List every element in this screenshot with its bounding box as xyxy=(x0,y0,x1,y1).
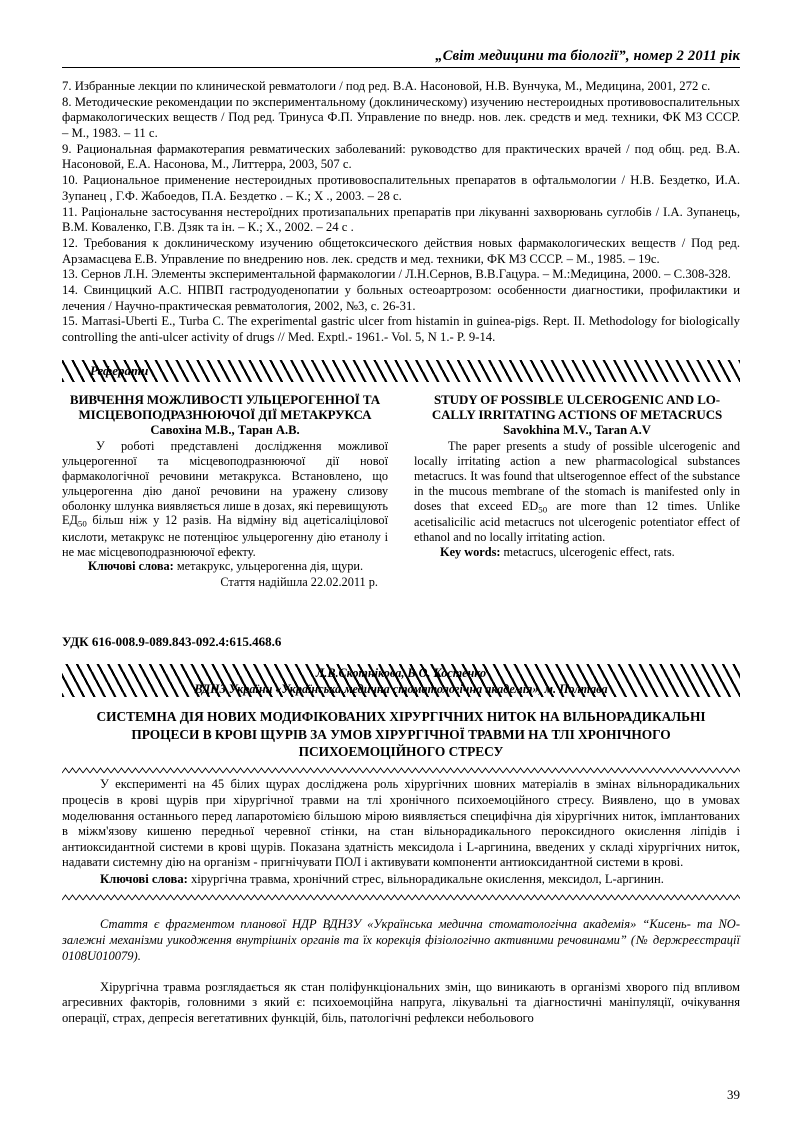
article-keywords xyxy=(62,872,740,888)
reference-item: 8. Методические рекомендации по экспериментальному (доклиническому) изучению нестероидных противовоспалительных фармакологических веществ / Под ред. Тринуса Ф.П. Управление по внедр. нов. лек. средств и мед. техники, ФК МЗ СССР. – М., 1983. – 11 с. xyxy=(62,94,740,141)
running-head: „Світ медицини та біології”, номер 2 2011 рік xyxy=(435,48,740,64)
reference-list xyxy=(62,79,740,346)
article-summary: У експерименті на 45 білих щурах досліджена роль хірургічних шовних матеріалів в змінах вільнорадикальних процесів в крові щурів при хірургічної травми на тлі хронічного психоемоційного стресу. Виявлено, що в умовах моделювання останнього перед лапаротомією більшою мірою виявляється специфічна дія хірургічних ниток, імплантованих в міжм'язову кишеню передньої черевної стінки, на стан вільнорадикального пероксидного окислення ліпідів і антиоксидантной системи в крові щурів. Показана здатність мексидола і L-аргинина, введених у складі хірургічних ниток, надавати системну дію на організм - пригнічувати ПОЛ і активувати компоненти антиоксидантной системи в крові. xyxy=(62,777,740,870)
abstract-en-body-part2: are more than 12 times. Unlike acetisalicilic acid metacrucs not ulcerogenic potentiator effect of ethanol and no locally irritating action. xyxy=(414,498,740,544)
abstract-en-keywords-value: metacrucs, ulcerogenic effect, rats. xyxy=(500,544,675,559)
abstract-columns xyxy=(62,392,740,590)
article-authors: Л.В.Скотнікова, В.О. Костенко xyxy=(315,666,487,681)
article-authors-band xyxy=(62,664,740,697)
article-title: СИСТЕМНА ДІЯ НОВИХ МОДИФІКОВАНИХ ХІРУРГІЧНИХ НИТОК НА ВІЛЬНОРАДИКАЛЬНІ ПРОЦЕСИ В КРОВІ ЩУРІВ ЗА УМОВ ХІРУРГІЧНОЇ ТРАВМИ НА ТЛІ ХРОНІЧНОГО ПСИХОЕМОЦІЙНОГО СТРЕСУ xyxy=(96,709,706,759)
abstract-uk-ed50-subscript: 50 xyxy=(77,518,87,529)
article-keywords-label: Ключові слова: xyxy=(100,871,188,886)
abstract-english xyxy=(414,392,740,590)
submitted-date: Стаття надійшла 22.02.2011 р. xyxy=(220,575,378,590)
abstract-uk-keywords-label: Ключові слова: xyxy=(88,559,174,574)
abstracts-section-band xyxy=(62,360,740,382)
article-body-intro: Хірургічна травма розглядається як стан поліфункціональних змін, що виникають в організмі хворого під впливом агресивних факторів, головними з який є: психоемоційна напруга, лікувальні та діагностичні маніпуляції, очікування операції, страх, депресія вегетативних функцій, біль, патологічні рефлекси небольового xyxy=(62,979,740,1025)
abstract-ukrainian xyxy=(62,392,388,590)
wavy-rule-top xyxy=(62,767,740,774)
udc-code: УДК 616-008.9-089.843-092.4:615.468.6 xyxy=(62,634,282,650)
reference-item: 15. Marrasi-Uberti E., Turba C. The experimental gastric ulcer from histamin in guinea-pigs. Rept. II. Methodology for biologically controlling the anti-ulcer activity of drugs // Med. Exptl.- 1961.- Vol. 5, N 1.- P. 9-14. xyxy=(62,314,740,344)
reference-item: 12. Требования к доклиническому изучению общетоксического действия новых фармакологических веществ / Под ред. Арзамасцева Е.В. Управление по внедрению нов. лек. средств и мед. техники, ФК МЗ СССР. – М., 1985. – 19с. xyxy=(62,235,740,266)
reference-item: 9. Рациональная фармакотерапия ревматических заболеваний: руководство для практических врачей / под общ. ред. В.А. Насоновой, Е.А. Насонова, М., Литтерра, 2003, 507 с. xyxy=(62,141,740,172)
abstract-uk-authors: Савохіна М.В., Таран А.В. xyxy=(150,422,300,437)
reference-item: 11. Раціональне застосування нестероїдних протизапальних препаратів при лікуванні захворювань суглобів / І.А. Зупанець, В.М. Коваленко, Г.В. Дзяк та ін. – К.; Х., 2002. – 24 с . xyxy=(62,204,740,235)
running-head-rule xyxy=(62,67,740,68)
abstract-uk-keywords xyxy=(62,559,388,574)
reference-item: 14. Свинцицкий А.С. НПВП гастродуоденопатии у больных остеоартрозом: особенности диагностики, профилактики и лечения / Научно-практическая ревматология, 2002, №3, с. 26-31. xyxy=(62,282,740,313)
abstract-en-ed50-subscript: 50 xyxy=(538,504,548,515)
abstracts-section-label: Реферати xyxy=(90,362,149,378)
wavy-rule-bottom xyxy=(62,894,740,901)
abstract-en-title: STUDY OF POSSIBLE ULCEROGENIC AND LO-CALLY IRRITATING ACTIONS OF METACRUCS xyxy=(431,391,723,422)
abstract-en-authors: Savokhina M.V., Taran A.V xyxy=(503,422,651,437)
abstract-uk-keywords-value: метакрукс, ульцерогенна дія, щури. xyxy=(173,559,364,574)
article-keywords-value: хірургічна травма, хронічний стрес, вільнорадикальне окислення, мексидол, L-аргинин. xyxy=(187,871,664,886)
reference-item: 13. Сернов Л.Н. Элементы экспериментальной фармакологии / Л.Н.Сернов, В.В.Гацура. – М.:Медицина, 2000. – С.308-328. xyxy=(62,267,731,282)
abstract-en-body xyxy=(414,439,740,544)
abstract-en-body-part1: The paper presents a study of possible ulcerogenic and locally irritating action a new pharmacological substances metacrucs. It was found that ultserogennoe effect of the substance in the mucous membrane of the stomach is manifested only in doses that exceed ED xyxy=(414,439,740,513)
abstract-uk-body-part1: У роботі представлені дослідження можливої ульцерогенної та місцевоподразнюючої дії нової фармакологічної речовини метакрукса. Встановлено, що ульцерогенна дію даної речовини на уражену слизову оболонку шлунка виявляється лише в дозах, які перевищують ЕД xyxy=(62,439,388,528)
document-page xyxy=(62,0,740,1131)
abstract-en-keywords-label: Key words: xyxy=(440,544,501,559)
abstract-uk-title: ВИВЧЕННЯ МОЖЛИВОСТІ УЛЬЦЕРОГЕННОЇ ТА МІСЦЕВОПОДРАЗНЮЮЧОЇ ДІЇ МЕТАКРУКСА xyxy=(69,391,381,422)
reference-item: 7. Избранные лекции по клинической ревматологи / под ред. В.А. Насоновой, Н.В. Вунчука, М., Медицина, 2001, 272 с. xyxy=(62,79,711,93)
abstract-uk-body xyxy=(62,439,388,559)
page-number: 39 xyxy=(727,1087,740,1102)
abstract-en-keywords xyxy=(414,545,740,560)
article-affiliation: ВДНЗ України «Українська медична стоматологічна академія», м. Полтава xyxy=(194,682,608,697)
funding-note: Стаття є фрагментом планової НДР ВДНЗУ «Українська медична стоматологічна академія» “Кисень- та NO-залежні механізми уикодження внутрішніх органів та їх корекція фізіологічно активними речовинами” (№ держреєстрації 0108U010079). xyxy=(62,917,740,963)
abstract-uk-body-part2: більш ніж у 12 разів. На відміну від ацетісаліцілової кислоти, метакрукс не потенціює ульцерогенну дію етанолу і не має місцевоподразнюючої ефекту. xyxy=(62,513,388,559)
reference-item: 10. Рациональное применение нестероидных противовоспалительных препаратов в офтальмологии / Н.В. Бездетко, И.А. Зупанец , Г.Ф. Жабоедов, П.А. Бездетко . – К.; Х ., 2003. – 28 с. xyxy=(62,173,740,203)
